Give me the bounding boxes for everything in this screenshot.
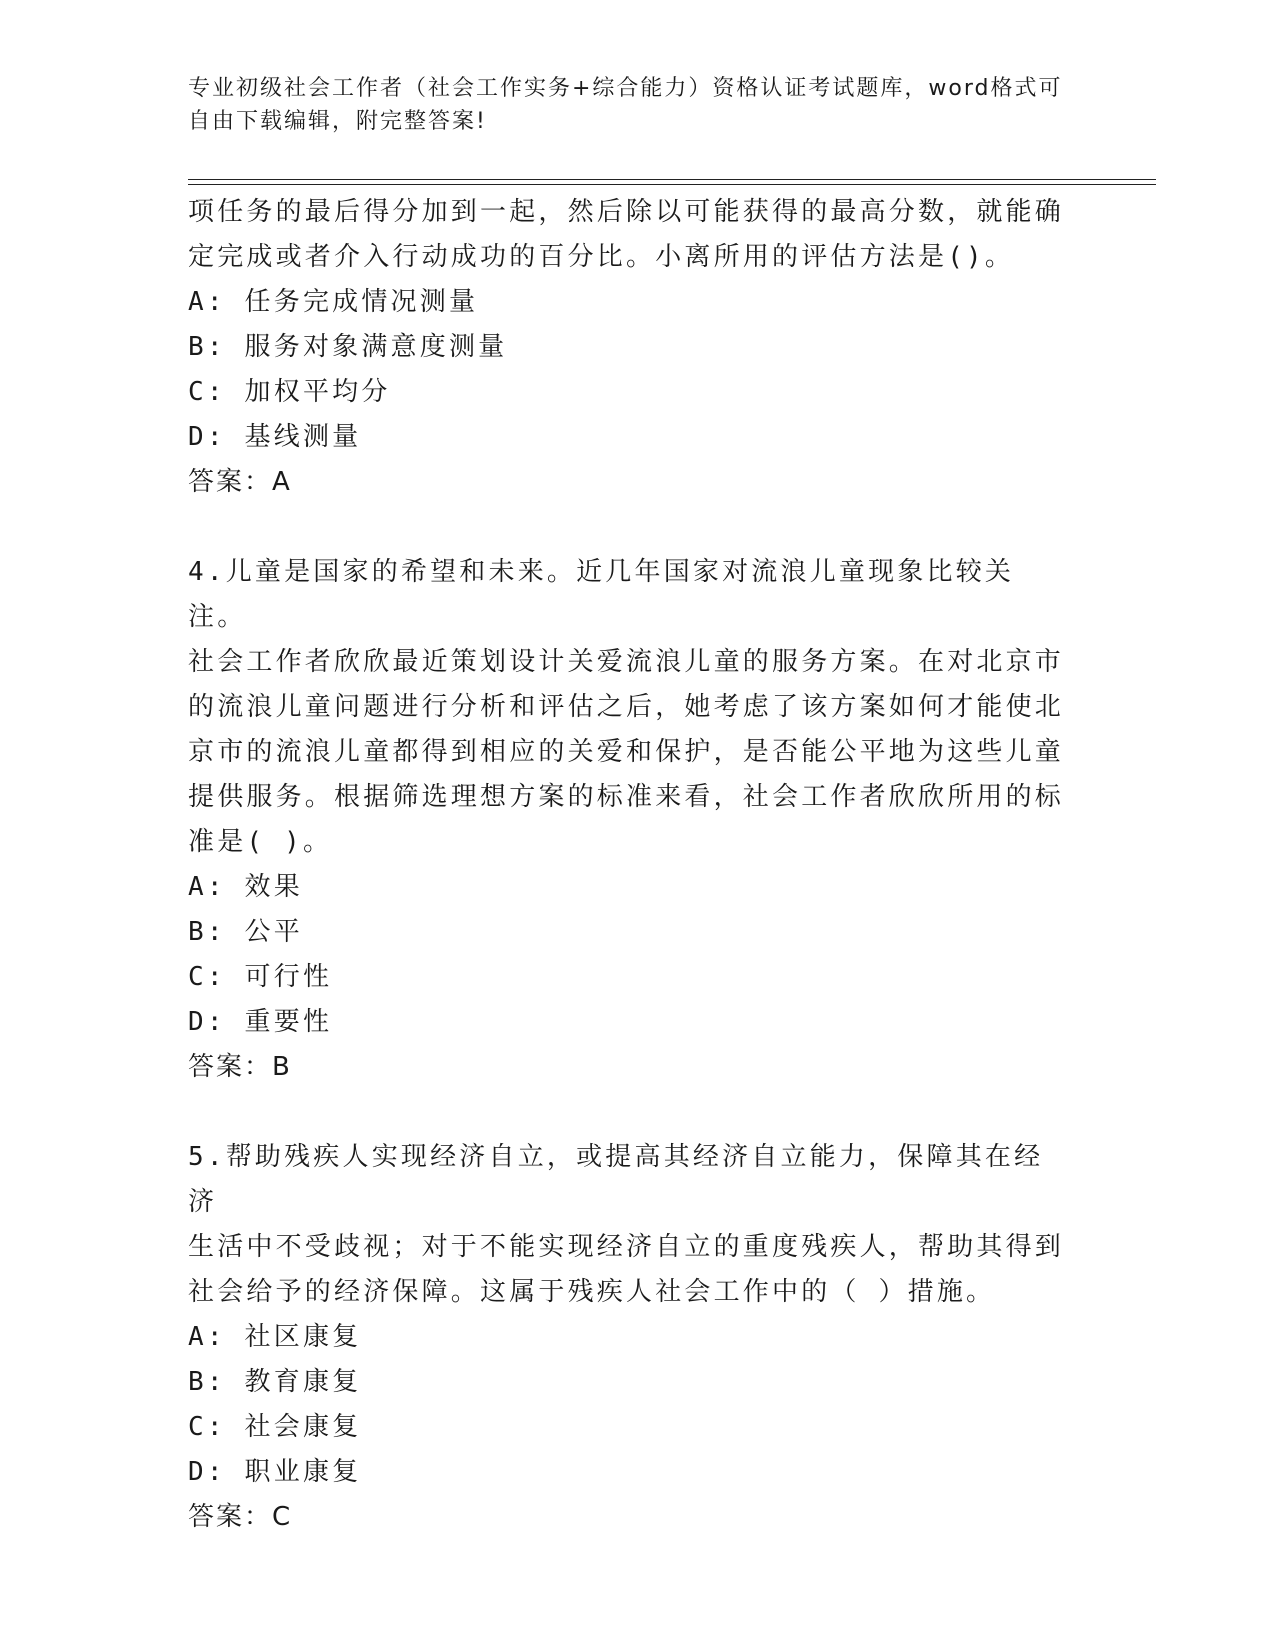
answer: 答案：A <box>188 467 292 497</box>
header-divider-bottom <box>188 184 1156 185</box>
option-a: A: 任务完成情况测量 <box>188 287 479 317</box>
option-b: B: 公平 <box>188 917 303 947</box>
question-text-line: 5.帮助残疾人实现经济自立，或提高其经济自立能力，保障其在经济 <box>188 1142 1044 1217</box>
question-list <box>188 190 1068 1540</box>
option-c: C: 社会康复 <box>188 1412 362 1442</box>
option-c: C: 可行性 <box>188 962 333 992</box>
option-b: B: 教育康复 <box>188 1367 362 1397</box>
header-line-1: 专业初级社会工作者（社会工作实务+综合能力）资格认证考试题库，word格式可 <box>188 76 1063 101</box>
question-5 <box>188 1135 1068 1540</box>
question-text-line: 生活中不受歧视；对于不能实现经济自立的重度残疾人，帮助其得到 <box>188 1232 1065 1262</box>
question-3 <box>188 190 1068 505</box>
option-a: A: 社区康复 <box>188 1322 362 1352</box>
option-d: D: 重要性 <box>188 1007 333 1037</box>
question-text-line: 提供服务。根据筛选理想方案的标准来看，社会工作者欣欣所用的标 <box>188 782 1065 812</box>
header-line-2: 自由下载编辑，附完整答案! <box>188 109 487 134</box>
page-header <box>188 72 1088 138</box>
option-a: A: 效果 <box>188 872 303 902</box>
question-text-line: 准是( )。 <box>188 827 333 857</box>
answer: 答案：B <box>188 1052 292 1082</box>
question-text-line: 京市的流浪儿童都得到相应的关爱和保护，是否能公平地为这些儿童 <box>188 737 1065 767</box>
option-d: D: 基线测量 <box>188 422 362 452</box>
question-4 <box>188 550 1068 1090</box>
option-d: D: 职业康复 <box>188 1457 362 1487</box>
question-text-line: 社会工作者欣欣最近策划设计关爱流浪儿童的服务方案。在对北京市 <box>188 647 1065 677</box>
question-text-line: 4.儿童是国家的希望和未来。近几年国家对流浪儿童现象比较关注。 <box>188 557 1015 632</box>
question-text-line: 定完成或者介入行动成功的百分比。小离所用的评估方法是()。 <box>188 242 1015 272</box>
option-c: C: 加权平均分 <box>188 377 391 407</box>
question-text-line: 项任务的最后得分加到一起，然后除以可能获得的最高分数，就能确 <box>188 197 1065 227</box>
question-text-line: 的流浪儿童问题进行分析和评估之后，她考虑了该方案如何才能使北 <box>188 692 1065 722</box>
question-text-line: 社会给予的经济保障。这属于残疾人社会工作中的（ ）措施。 <box>188 1277 996 1307</box>
header-divider-top <box>188 179 1156 180</box>
option-b: B: 服务对象满意度测量 <box>188 332 508 362</box>
answer: 答案：C <box>188 1502 293 1532</box>
